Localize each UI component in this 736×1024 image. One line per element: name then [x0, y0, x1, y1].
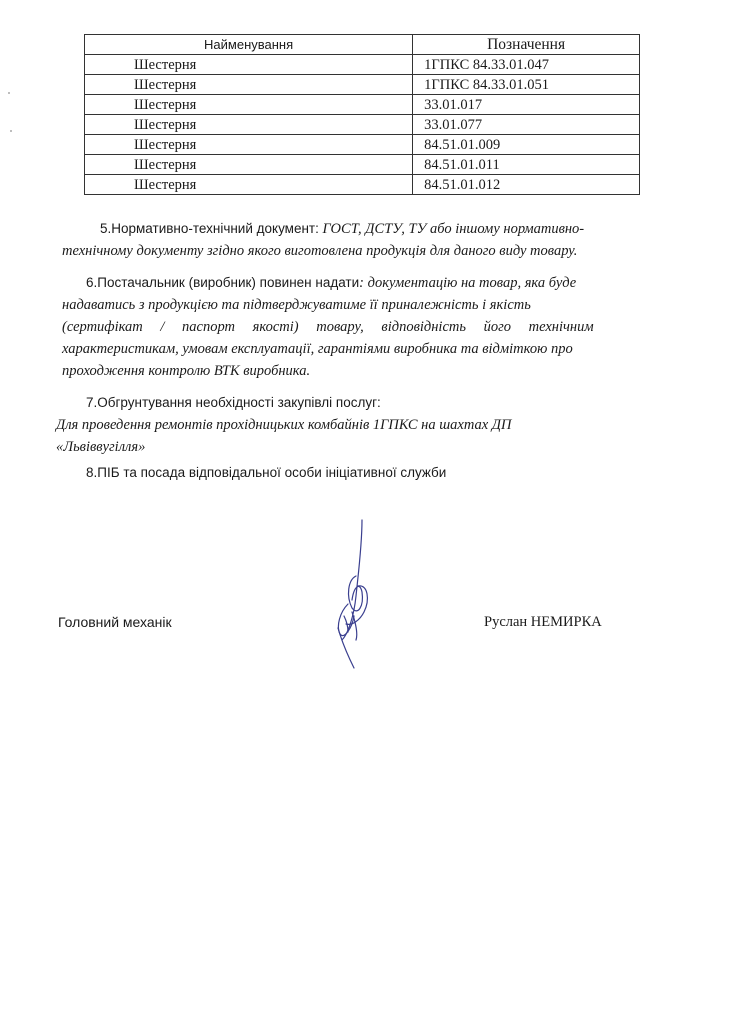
section-7-line1: Для проведення ремонтів прохідницьких комбайнів 1ГПКС на шахтах ДП [56, 417, 512, 433]
section-6-line4: характеристикам, умовам експлуатації, гарантіями виробника та відміткою про [62, 341, 573, 357]
cell-name: Шестерня [85, 95, 413, 115]
section-7-line2: «Львіввугілля» [56, 439, 146, 455]
cell-code: 84.51.01.012 [413, 175, 640, 195]
signature-image [318, 516, 388, 676]
section-6-line1: : документацію на товар, яка буде [359, 275, 577, 291]
table-row [85, 155, 640, 175]
cell-name: Шестерня [85, 55, 413, 75]
signoff-role: Головний механік [58, 614, 172, 630]
section-5-text-line2: технічному документу згідно якого виготовлена продукція для даного виду товару. [62, 243, 578, 259]
header-code: Позначення [413, 35, 640, 55]
section-6-line5: проходження контролю ВТК виробника. [62, 363, 311, 379]
cell-code: 33.01.017 [413, 95, 640, 115]
scan-speck [10, 130, 12, 132]
section-7-justification [56, 392, 672, 458]
table-row [85, 135, 640, 155]
cell-code: 1ГПКС 84.33.01.051 [413, 75, 640, 95]
scan-speck [8, 92, 10, 94]
cell-code: 1ГПКС 84.33.01.047 [413, 55, 640, 75]
section-6-supplier [62, 272, 672, 382]
section-6-lead: 6.Постачальник (виробник) повинен надати [86, 275, 360, 290]
table-row [85, 55, 640, 75]
cell-code: 84.51.01.009 [413, 135, 640, 155]
section-8-responsible [62, 462, 672, 484]
signoff-person: Руслан НЕМИРКА [484, 614, 602, 630]
cell-name: Шестерня [85, 115, 413, 135]
section-5-standards [62, 218, 672, 262]
section-6-line2: надаватись з продукцією та підтверджуватиме її приналежність і якість [62, 297, 531, 313]
cell-name: Шестерня [85, 155, 413, 175]
cell-name: Шестерня [85, 135, 413, 155]
spec-table [84, 34, 640, 195]
cell-code: 84.51.01.011 [413, 155, 640, 175]
section-7-lead: 7.Обгрунтування необхідності закупівлі послуг: [86, 395, 381, 410]
section-5-text-line1: ГОСТ, ДСТУ, ТУ або іншому нормативно- [322, 221, 585, 237]
header-name: Найменування [85, 35, 413, 55]
table-row [85, 95, 640, 115]
table-row [85, 115, 640, 135]
section-8-lead: 8.ПІБ та посада відповідальної особи ініціативної служби [86, 465, 447, 480]
cell-name: Шестерня [85, 75, 413, 95]
cell-name: Шестерня [85, 175, 413, 195]
table-row [85, 175, 640, 195]
section-5-lead: 5.Нормативно-технічний документ: [100, 221, 319, 236]
table-row [85, 75, 640, 95]
section-6-line3: (сертифікат / паспорт якості) товару, відповідність його технічним [62, 319, 594, 335]
cell-code: 33.01.077 [413, 115, 640, 135]
table-header-row [85, 35, 640, 55]
